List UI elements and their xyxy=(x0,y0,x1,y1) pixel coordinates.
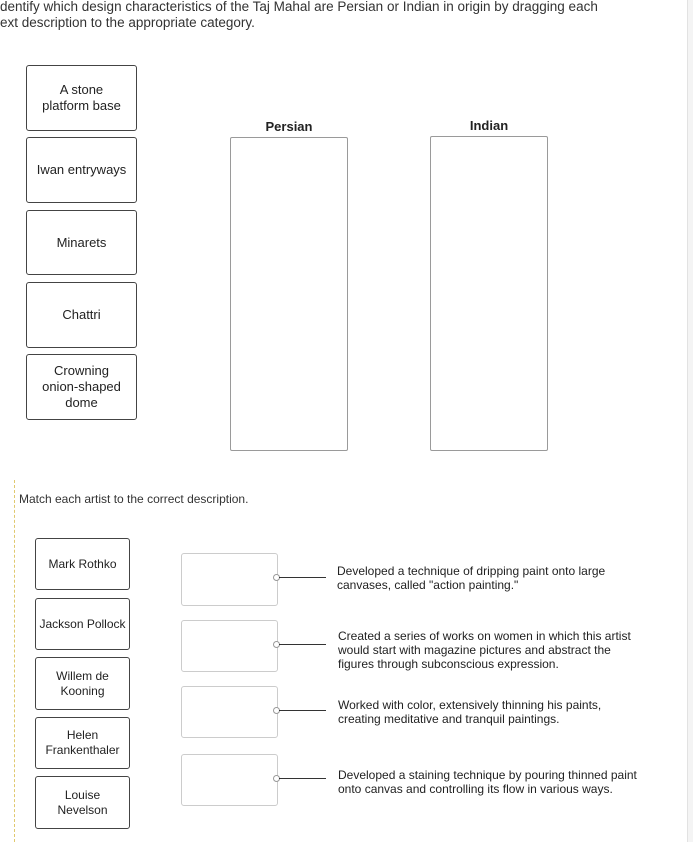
category-indian-header: Indian xyxy=(469,118,509,133)
instructions-text: dentify which design characteristics of the Taj Mahal are Persian or Indian in origin by dragging each ext description to the appropriate category. xyxy=(0,0,598,30)
indian-dropzone[interactable] xyxy=(430,136,548,451)
connector-line-4 xyxy=(279,778,326,779)
connector-line-3 xyxy=(279,710,326,711)
card-iwan-entryways[interactable]: Iwan entryways xyxy=(26,137,137,203)
artist-helen-frankenthaler[interactable]: Helen Frankenthaler xyxy=(35,717,130,769)
artist-willem-de-kooning[interactable]: Willem de Kooning xyxy=(35,657,130,710)
artist-mark-rothko[interactable]: Mark Rothko xyxy=(35,538,130,590)
card-chattri[interactable]: Chattri xyxy=(26,282,137,348)
artist-jackson-pollock[interactable]: Jackson Pollock xyxy=(35,598,130,650)
persian-dropzone[interactable] xyxy=(230,137,348,451)
description-1: Developed a technique of dripping paint onto large canvases, called "action painting." xyxy=(337,564,606,592)
category-persian-header: Persian xyxy=(265,119,313,134)
match-prompt: Match each artist to the correct description. xyxy=(19,492,249,506)
card-stone-platform[interactable]: A stone platform base xyxy=(26,65,137,131)
artist-louise-nevelson[interactable]: Louise Nevelson xyxy=(35,776,130,829)
match-target-2[interactable] xyxy=(181,620,278,672)
match-target-1[interactable] xyxy=(181,553,278,606)
description-4: Developed a staining technique by pouring thinned paint onto canvas and controlling its flow in various ways. xyxy=(338,768,637,796)
description-3: Worked with color, extensively thinning his paints, creating meditative and tranquil paintings. xyxy=(338,698,602,726)
card-minarets[interactable]: Minarets xyxy=(26,210,137,275)
connector-line-1 xyxy=(279,577,326,578)
match-target-4[interactable] xyxy=(181,754,278,806)
card-onion-dome[interactable]: Crowning onion-shaped dome xyxy=(26,354,137,420)
connector-line-2 xyxy=(279,644,326,645)
description-2: Created a series of works on women in which this artist would start with magazine pictures and abstract the figures through subconscious expression. xyxy=(338,629,631,671)
match-target-3[interactable] xyxy=(181,686,278,738)
